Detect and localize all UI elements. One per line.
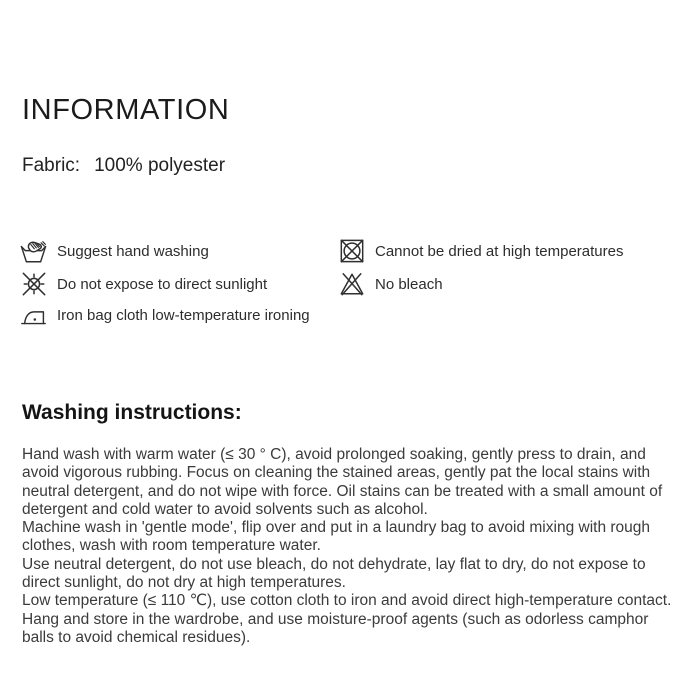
care-item-hand-wash [20, 238, 209, 264]
washing-line: neutral detergent, and do not wipe with force. Oil stains can be treated with a small amount of [22, 482, 663, 500]
hand-wash-icon [20, 238, 47, 265]
care-item-low-iron [20, 302, 310, 328]
washing-instructions-heading: Washing instructions: [22, 401, 242, 424]
care-label: Suggest hand washing [57, 242, 209, 260]
washing-line: clothes, wash with room temperature water. [22, 537, 321, 555]
washing-line: Use neutral detergent, do not use bleach, do not dehydrate, lay flat to dry, do not expose to [22, 555, 646, 573]
no-bleach-icon [338, 271, 365, 298]
fabric-label: Fabric: [22, 155, 81, 176]
washing-line: Low temperature (≤ 110 ℃), use cotton cloth to iron and avoid direct high-temperature contact. [22, 592, 672, 610]
care-item-no-tumble-dry [338, 238, 624, 264]
washing-line: detergent and cold water to avoid solvents such as alcohol. [22, 500, 428, 518]
no-sunlight-icon [20, 271, 47, 298]
washing-line: avoid vigorous rubbing. Focus on cleaning the stained areas, gently pat the local stains with [22, 464, 651, 482]
washing-line: balls to avoid chemical residues). [22, 628, 251, 646]
care-item-no-sunlight [20, 271, 267, 297]
fabric-line [22, 155, 225, 177]
washing-line: direct sunlight, do not dry at high temperatures. [22, 574, 346, 592]
washing-line: Hang and store in the wardrobe, and use moisture-proof agents (such as odorless camphor [22, 610, 649, 628]
no-tumble-dry-icon [338, 238, 365, 265]
low-temperature-iron-icon [20, 302, 47, 329]
care-item-no-bleach [338, 271, 443, 297]
washing-line: Hand wash with warm water (≤ 30 ° C), avoid prolonged soaking, gently press to drain, and [22, 446, 646, 463]
page-title: INFORMATION [22, 94, 230, 126]
care-label: Iron bag cloth low-temperature ironing [57, 306, 310, 324]
washing-line: Machine wash in 'gentle mode', flip over and put in a laundry bag to avoid mixing with rough [22, 519, 651, 537]
care-label: No bleach [375, 275, 443, 293]
fabric-value: 100% polyester [94, 155, 226, 176]
care-label: Cannot be dried at high temperatures [375, 242, 624, 260]
care-label: Do not expose to direct sunlight [57, 275, 268, 293]
washing-instructions-text [22, 446, 692, 647]
